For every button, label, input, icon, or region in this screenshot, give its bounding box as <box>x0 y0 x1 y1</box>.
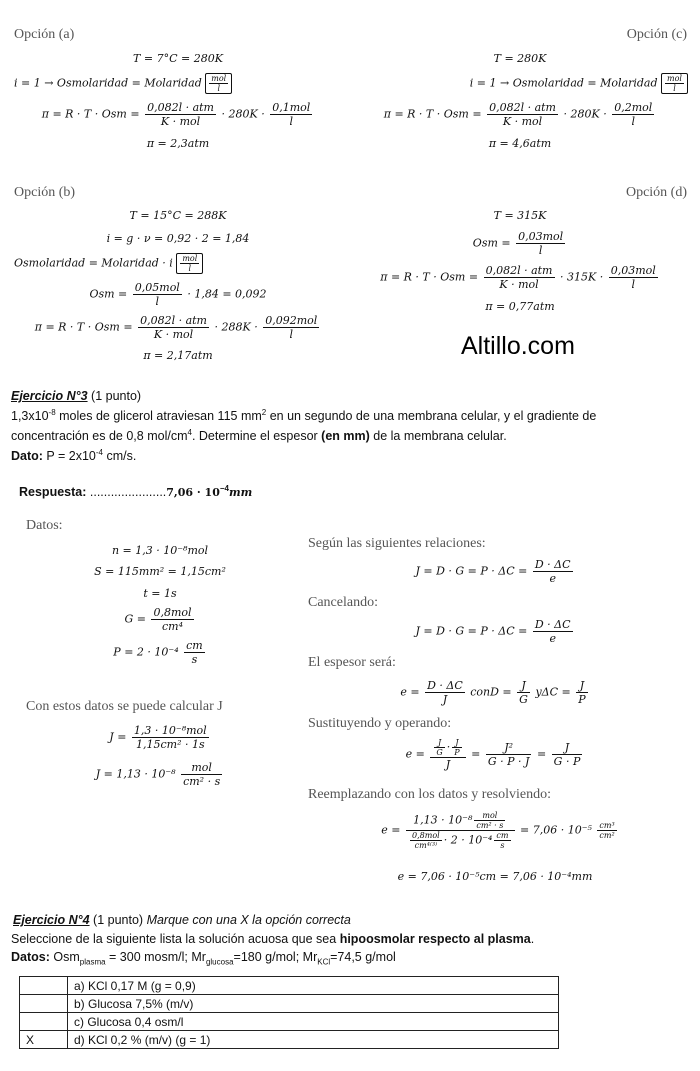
option-mark-cell[interactable] <box>20 977 68 995</box>
opcion-d-temperature: T = 315K <box>493 209 547 222</box>
option-text-cell: a) KCl 0,17 M (g = 0,9) <box>68 977 559 995</box>
opcion-c-label: Opción (c) <box>626 27 687 42</box>
opcion-d-pressure-equation: π = R · T · Osm = $\frac{\text{0,082l · atm}}{\text{K · mol}}$ · 315K · $\frac{\text{0,03mol}}{l}$ <box>380 264 656 291</box>
opcion-b-label: Opción (b) <box>14 185 76 200</box>
espesor-equation: e = $\frac{D \cdot \Delta C}{J}$ conD = $\frac{J}{G}$ yΔC = $\frac{J}{P}$ <box>400 679 586 706</box>
espesor-label: El espesor será: <box>308 655 396 670</box>
option-mark-cell[interactable] <box>20 1013 68 1031</box>
opcion-b-vant-hoff: i = g · ν = 0,92 · 2 = 1,84 <box>106 232 250 245</box>
opcion-b-result: π = 2,17atm <box>143 349 213 362</box>
ejercicio-3-statement-line1: $1,3x10^{-8}$ moles de glicerol atraviesan 115 $mm^2$ en un segundo de una membrana celular, y el gradiente de <box>11 408 597 424</box>
opcion-c-result: π = 4,6atm <box>488 137 552 150</box>
sustituyendo-label: Sustituyendo y operando: <box>308 716 452 731</box>
relaciones-label: Según las siguientes relaciones: <box>308 536 486 551</box>
opcion-c-temperature: T = 280K <box>493 52 547 65</box>
datos-n: n = 1,3 · 10⁻⁸mol <box>111 544 209 557</box>
datos-label: Datos: <box>26 518 63 533</box>
opcion-a-pressure-equation: π = R · T · Osm = $\frac{\text{0,082l · atm}}{\text{K · mol}}$ · 280K · $\frac{\text{0,1mol}}{l}$ <box>41 101 311 128</box>
ejercicio-4-statement: Seleccione de la siguiente lista la solución acuosa que sea hipoosmolar respecto al plasma. <box>11 932 535 946</box>
ejercicio-3-respuesta: Respuesta: $......................7,06 \cdot 10^{-4}mm$ <box>19 484 253 500</box>
j-equation-1: J = $\frac{\text{1,3 · 10⁻⁸mol}}{\text{1,15cm² · 1s}}$ <box>109 724 207 751</box>
option-row-b[interactable] <box>20 995 559 1013</box>
opcion-b-temperature: T = 15°C = 288K <box>129 209 227 222</box>
option-mark-cell[interactable] <box>20 995 68 1013</box>
opcion-a-result: π = 2,3atm <box>146 137 210 150</box>
datos-p: P = 2 · 10⁻⁴ $\frac{cm}{s}$ <box>113 639 203 666</box>
opcion-a-temperature: T = 7°C = 280K <box>133 52 223 65</box>
opcion-b-pressure-equation: π = R · T · Osm = $\frac{\text{0,082l · atm}}{\text{K · mol}}$ · 288K · $\frac{\text{0,092mol}}{l}$ <box>34 314 318 341</box>
ejercicio-4-datos: Datos: Osm$_{plasma}$ = 300 mosm/l; $Mr_{glucosa}=180$ g/mol; $Mr_{KCl}=74,5$ g/mol <box>11 950 396 967</box>
reemplazando-label: Reemplazando con los datos y resolviendo: <box>308 787 551 802</box>
options-table <box>19 976 559 1049</box>
opcion-c-osmolarity: i = 1 → Osmolaridad = Molaridad $\frac{\text{mol}}{l}$ <box>470 73 688 94</box>
opcion-a-label: Opción (a) <box>14 27 75 42</box>
ejercicio-3-dato: Dato: $P = 2x10^{-4}$ cm/s. <box>11 448 137 464</box>
option-row-a[interactable] <box>20 977 559 995</box>
opcion-a-osmolarity: i = 1 → Osmolaridad = Molaridad $\frac{\text{mol}}{l}$ <box>14 73 232 94</box>
watermark-text: Altillo.com <box>461 332 575 360</box>
ejercicio-3-statement-line2: concentración es de 0,8 mol/$cm^4$. Determine el espesor (en mm) de la membrana celular. <box>11 428 507 444</box>
option-row-d[interactable] <box>20 1031 559 1049</box>
j-equation-2: J = 1,13 · 10⁻⁸ $\frac{\text{mol}}{\text{cm² · s}}$ <box>95 761 221 788</box>
option-text-cell: d) KCl 0,2 % (m/v) (g = 1) <box>68 1031 559 1049</box>
opcion-b-osmolarity: Osmolaridad = Molaridad · i $\frac{\text{mol}}{l}$ <box>14 253 203 274</box>
relaciones-equation: J = D · G = P · ΔC = $\frac{D \cdot \Delta C}{e}$ <box>415 558 571 585</box>
calcular-j-label: Con estos datos se puede calcular J <box>26 699 223 714</box>
opcion-d-label: Opción (d) <box>625 185 687 200</box>
sustituyendo-equation: e = $\frac{J}{G}$ · $\frac{J}{P}$ J = $\frac{\text{J²}}{G \cdot P \cdot J}$ = $\frac{J}{G \cdot P}$ <box>405 738 581 771</box>
option-text-cell: b) Glucosa 7,5% (m/v) <box>68 995 559 1013</box>
option-row-c[interactable] <box>20 1013 559 1031</box>
reemplazando-equation: e = 1,13 · 10⁻⁸ $\frac{\text{mol}}{\text{cm² · s}}$ $\frac{\text{0,8mol}}{\text{cm⁴⁽³⁾}}$ · 2 · 10⁻⁴ $\frac{cm}{s}$ = 7,06 · 10⁻⁵ $\frac{\text{cm³}}{\text{cm²}}$ <box>381 811 615 850</box>
opcion-b-osm-calc: Osm = $\frac{\text{0,05mol}}{l}$ · 1,84 = 0,092 <box>89 281 267 308</box>
option-text-cell: c) Glucosa 0,4 osm/l <box>68 1013 559 1031</box>
opcion-d-result: π = 0,77atm <box>485 300 555 313</box>
opcion-c-pressure-equation: π = R · T · Osm = $\frac{\text{0,082l · atm}}{\text{K · mol}}$ · 280K · $\frac{\text{0,2mol}}{l}$ <box>383 101 653 128</box>
datos-t: t = 1s <box>143 587 177 600</box>
option-mark-cell[interactable]: X <box>20 1031 68 1049</box>
ejercicio-3-title: Ejercicio N°3 (1 punto) <box>11 389 142 403</box>
ejercicio-4-title: Ejercicio N°4 (1 punto) Marque con una X la opción correcta <box>13 913 351 927</box>
datos-g: G = $\frac{\text{0,8mol}}{\text{cm⁴}}$ <box>124 606 192 633</box>
cancelando-label: Cancelando: <box>308 595 378 610</box>
cancelando-equation: J = D · G = P · ΔC = $\frac{D \cdot \Delta C}{e}$ <box>415 618 571 645</box>
resultado-final: e = 7,06 · 10⁻⁵cm = 7,06 · 10⁻⁴mm <box>397 870 593 883</box>
datos-s: S = 115mm² = 1,15cm² <box>94 565 226 578</box>
opcion-d-osm: Osm = $\frac{\text{0,03mol}}{l}$ <box>472 230 564 257</box>
